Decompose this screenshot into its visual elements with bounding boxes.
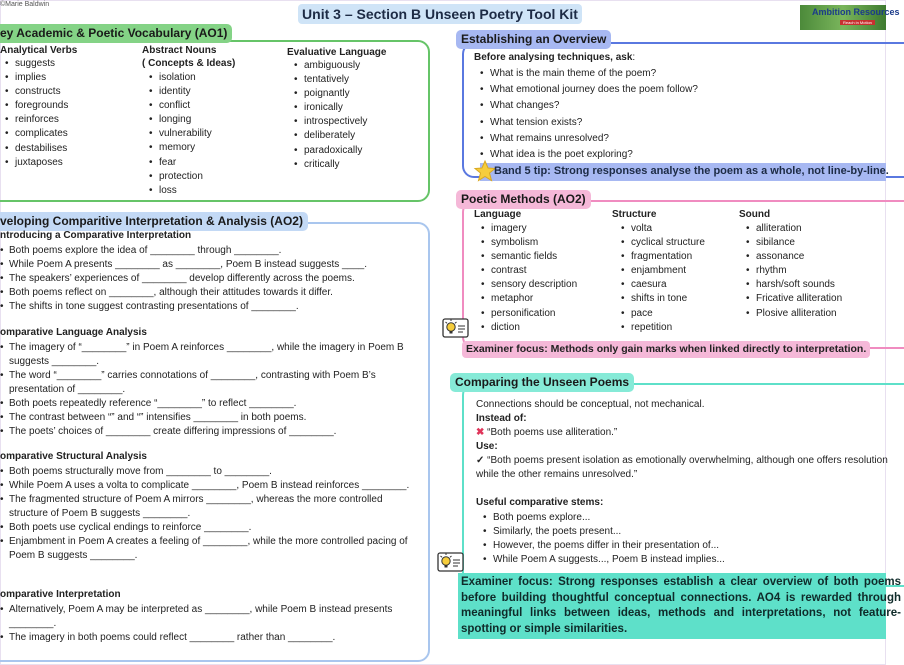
list-item: • vulnerability — [148, 127, 212, 141]
use-label: Use: — [476, 441, 498, 452]
list-item: • volta — [620, 222, 705, 236]
list-item: • semantic fields — [480, 250, 577, 264]
list-item: • isolation — [148, 71, 212, 85]
list-item: • loss — [148, 184, 212, 198]
star-icon — [474, 160, 496, 182]
list-item: • Fricative alliteration — [745, 292, 842, 306]
overview-intro — [474, 52, 635, 63]
list-item: • While Poem A presents ________ as ________, Poem B instead suggests ____. — [0, 258, 420, 272]
sentence-stem-list — [0, 603, 420, 645]
list-item: • deliberately — [293, 129, 367, 143]
list-item: • fear — [148, 156, 212, 170]
section-title: omparative Structural Analysis — [0, 451, 147, 462]
list-item: • What idea is the poet exploring? — [479, 147, 698, 163]
list-item: • The poets’ choices of ________ create differing impressions of ________. — [0, 425, 420, 439]
comparing-focus-banner — [458, 573, 901, 639]
list-item: • The speakers’ experiences of ________ develop differently across the poems. — [0, 272, 420, 286]
list-item: • Similarly, the poets present... — [482, 525, 725, 539]
analytical-verbs-title: Analytical Verbs — [0, 45, 78, 56]
methods-language-list — [480, 222, 577, 335]
list-item: • complicates — [4, 127, 68, 141]
list-item: • ambiguously — [293, 59, 367, 73]
list-item: • implies — [4, 71, 68, 85]
list-item: • harsh/soft sounds — [745, 278, 842, 292]
list-item: • fragmentation — [620, 250, 705, 264]
overview-header: Establishing an Overview — [456, 30, 611, 49]
comparing-focus-text: Examiner focus: Strong responses establish a clear overview of both poems before building thoughtful conceptual connections. AO4 is rewarded through meaningful links between ideas, methods and interpretations, not feature-spotting or simple similarities. — [461, 576, 901, 635]
bad-example-text: “Both poems use alliteration.” — [487, 427, 618, 438]
list-item: • memory — [148, 141, 212, 155]
abstract-nouns-subtitle: ( Concepts & Ideas) — [142, 58, 236, 69]
list-item: • alliteration — [745, 222, 842, 236]
list-item: • symbolism — [480, 236, 577, 250]
methods-structure-list — [620, 222, 705, 335]
comparing-intro: Connections should be conceptual, not mechanical. — [476, 399, 705, 410]
cross-icon: ✖ — [476, 427, 485, 438]
list-item: • critically — [293, 158, 367, 172]
list-item: • repetition — [620, 321, 705, 335]
analytical-verbs-list — [4, 57, 68, 170]
sentence-stem-list — [0, 244, 420, 314]
list-item: • Alternatively, Poem A may be interpreted as ________, while Poem B instead presents ________. — [0, 603, 420, 631]
list-item: • What emotional journey does the poem follow? — [479, 82, 698, 98]
list-item: • enjambment — [620, 264, 705, 278]
list-item: • protection — [148, 170, 212, 184]
list-item: • diction — [480, 321, 577, 335]
list-item: • contrast — [480, 264, 577, 278]
comparing-header: Comparing the Unseen Poems — [450, 373, 634, 392]
list-item: • What is the main theme of the poem? — [479, 66, 698, 82]
list-item: • tentatively — [293, 73, 367, 87]
sentence-stem-list — [0, 341, 420, 439]
interpretation-header: veloping Comparitive Interpretation & Analysis (AO2) — [0, 212, 308, 231]
list-item: • shifts in tone — [620, 292, 705, 306]
list-item: • poignantly — [293, 87, 367, 101]
overview-intro-colon: : — [632, 52, 636, 63]
abstract-nouns-list — [148, 71, 212, 198]
list-item: • ironically — [293, 101, 367, 115]
methods-focus-text: Examiner focus: Methods only gain marks when linked directly to interpretation. — [466, 343, 867, 355]
list-item: • reinforces — [4, 113, 68, 127]
list-item: • Both poems reflect on ________, although their attitudes towards it differ. — [0, 286, 420, 300]
list-item: • introspectively — [293, 115, 367, 129]
methods-language-title: Language — [474, 209, 522, 220]
methods-structure-title: Structure — [612, 209, 657, 220]
list-item: • personification — [480, 307, 577, 321]
list-item: • foregrounds — [4, 99, 68, 113]
section-title: omparative Language Analysis — [0, 327, 147, 338]
list-item: • What changes? — [479, 98, 698, 114]
instead-label: Instead of: — [476, 413, 527, 424]
list-item: • paradoxically — [293, 144, 367, 158]
lightbulb-board-icon — [437, 550, 464, 574]
list-item: • However, the poems differ in their presentation of... — [482, 539, 725, 553]
logo-tag: Reach in Motion — [840, 20, 875, 25]
list-item: • assonance — [745, 250, 842, 264]
list-item: • Both poets use cyclical endings to reinforce ________. — [0, 521, 420, 535]
overview-question-list — [479, 66, 698, 163]
list-item: • The shifts in tone suggest contrasting presentations of ________. — [0, 300, 420, 314]
methods-header: Poetic Methods (AO2) — [456, 190, 591, 209]
methods-sound-list — [745, 222, 842, 321]
list-item: • constructs — [4, 85, 68, 99]
list-item: • Both poets repeatedly reference “________” to reflect ________. — [0, 397, 420, 411]
list-item: • rhythm — [745, 264, 842, 278]
comparative-stems-list — [482, 511, 725, 567]
band5-tip-text: Band 5 tip: Strong responses analyse the poem as a whole, not line-by-line. — [494, 165, 889, 177]
brand-logo — [800, 5, 900, 30]
stems-title: Useful comparative stems: — [476, 497, 604, 508]
list-item: • While Poem A suggests..., Poem B instead implies... — [482, 553, 725, 567]
logo-text: Ambition Resources — [812, 7, 900, 17]
lightbulb-board-icon — [442, 316, 469, 340]
list-item: • destabilises — [4, 142, 68, 156]
list-item: • What tension exists? — [479, 115, 698, 131]
sentence-stem-list — [0, 465, 420, 563]
list-item: • The contrast between “” and “” intensifies ________ in both poems. — [0, 411, 420, 425]
list-item: • Both poems explore the idea of ________ through ________. — [0, 244, 420, 258]
vocabulary-header: ey Academic & Poetic Vocabulary (AO1) — [0, 24, 232, 43]
list-item: • imagery — [480, 222, 577, 236]
list-item: • The imagery in both poems could reflect ________ rather than ________. — [0, 631, 420, 645]
list-item: • Both poems structurally move from ________ to ________. — [0, 465, 420, 479]
list-item: • The imagery of “________” in Poem A reinforces ________, while the imagery in Poem B suggests ________. — [0, 341, 420, 369]
page-title: Unit 3 – Section B Unseen Poetry Tool Kit — [298, 4, 582, 24]
list-item: • While Poem A uses a volta to complicate ________, Poem B instead reinforces ________. — [0, 479, 420, 493]
section-title: ntroducing a Comparative Interpretation — [0, 230, 192, 241]
methods-sound-title: Sound — [739, 209, 771, 220]
list-item: • identity — [148, 85, 212, 99]
overview-intro-text: Before analysing techniques, ask — [474, 52, 633, 63]
list-item: • The fragmented structure of Poem A mirrors ________, whereas the more controlled structure of Poem B suggests ________. — [0, 493, 420, 521]
list-item: • suggests — [4, 57, 68, 71]
good-example-text: “Both poems present isolation as emotionally overwhelming, although one offers resolution while the other remains unresolved.” — [476, 455, 888, 480]
good-example — [476, 454, 896, 482]
list-item: • caesura — [620, 278, 705, 292]
list-item: • juxtaposes — [4, 156, 68, 170]
section-title: omparative Interpretation — [0, 589, 121, 600]
list-item: • Plosive alliteration — [745, 307, 842, 321]
list-item: • Enjambment in Poem A creates a feeling of ________, while the more controlled pacing of Poem B suggests ________. — [0, 535, 420, 563]
list-item: • What remains unresolved? — [479, 131, 698, 147]
list-item: • pace — [620, 307, 705, 321]
evaluative-language-title: Evaluative Language — [287, 47, 387, 58]
list-item: • cyclical structure — [620, 236, 705, 250]
bad-example — [476, 426, 617, 440]
author-credit: ©Marie Baldwin — [0, 1, 50, 8]
list-item: • metaphor — [480, 292, 577, 306]
evaluative-language-list — [293, 59, 367, 172]
list-item: • sensory description — [480, 278, 577, 292]
list-item: • sibilance — [745, 236, 842, 250]
check-icon: ✓ — [476, 455, 485, 466]
abstract-nouns-title: Abstract Nouns — [142, 45, 217, 56]
list-item: • Both poems explore... — [482, 511, 725, 525]
list-item: • longing — [148, 113, 212, 127]
list-item: • conflict — [148, 99, 212, 113]
list-item: • The word “________” carries connotations of ________, contrasting with Poem B’s presentation of ________. — [0, 369, 420, 397]
